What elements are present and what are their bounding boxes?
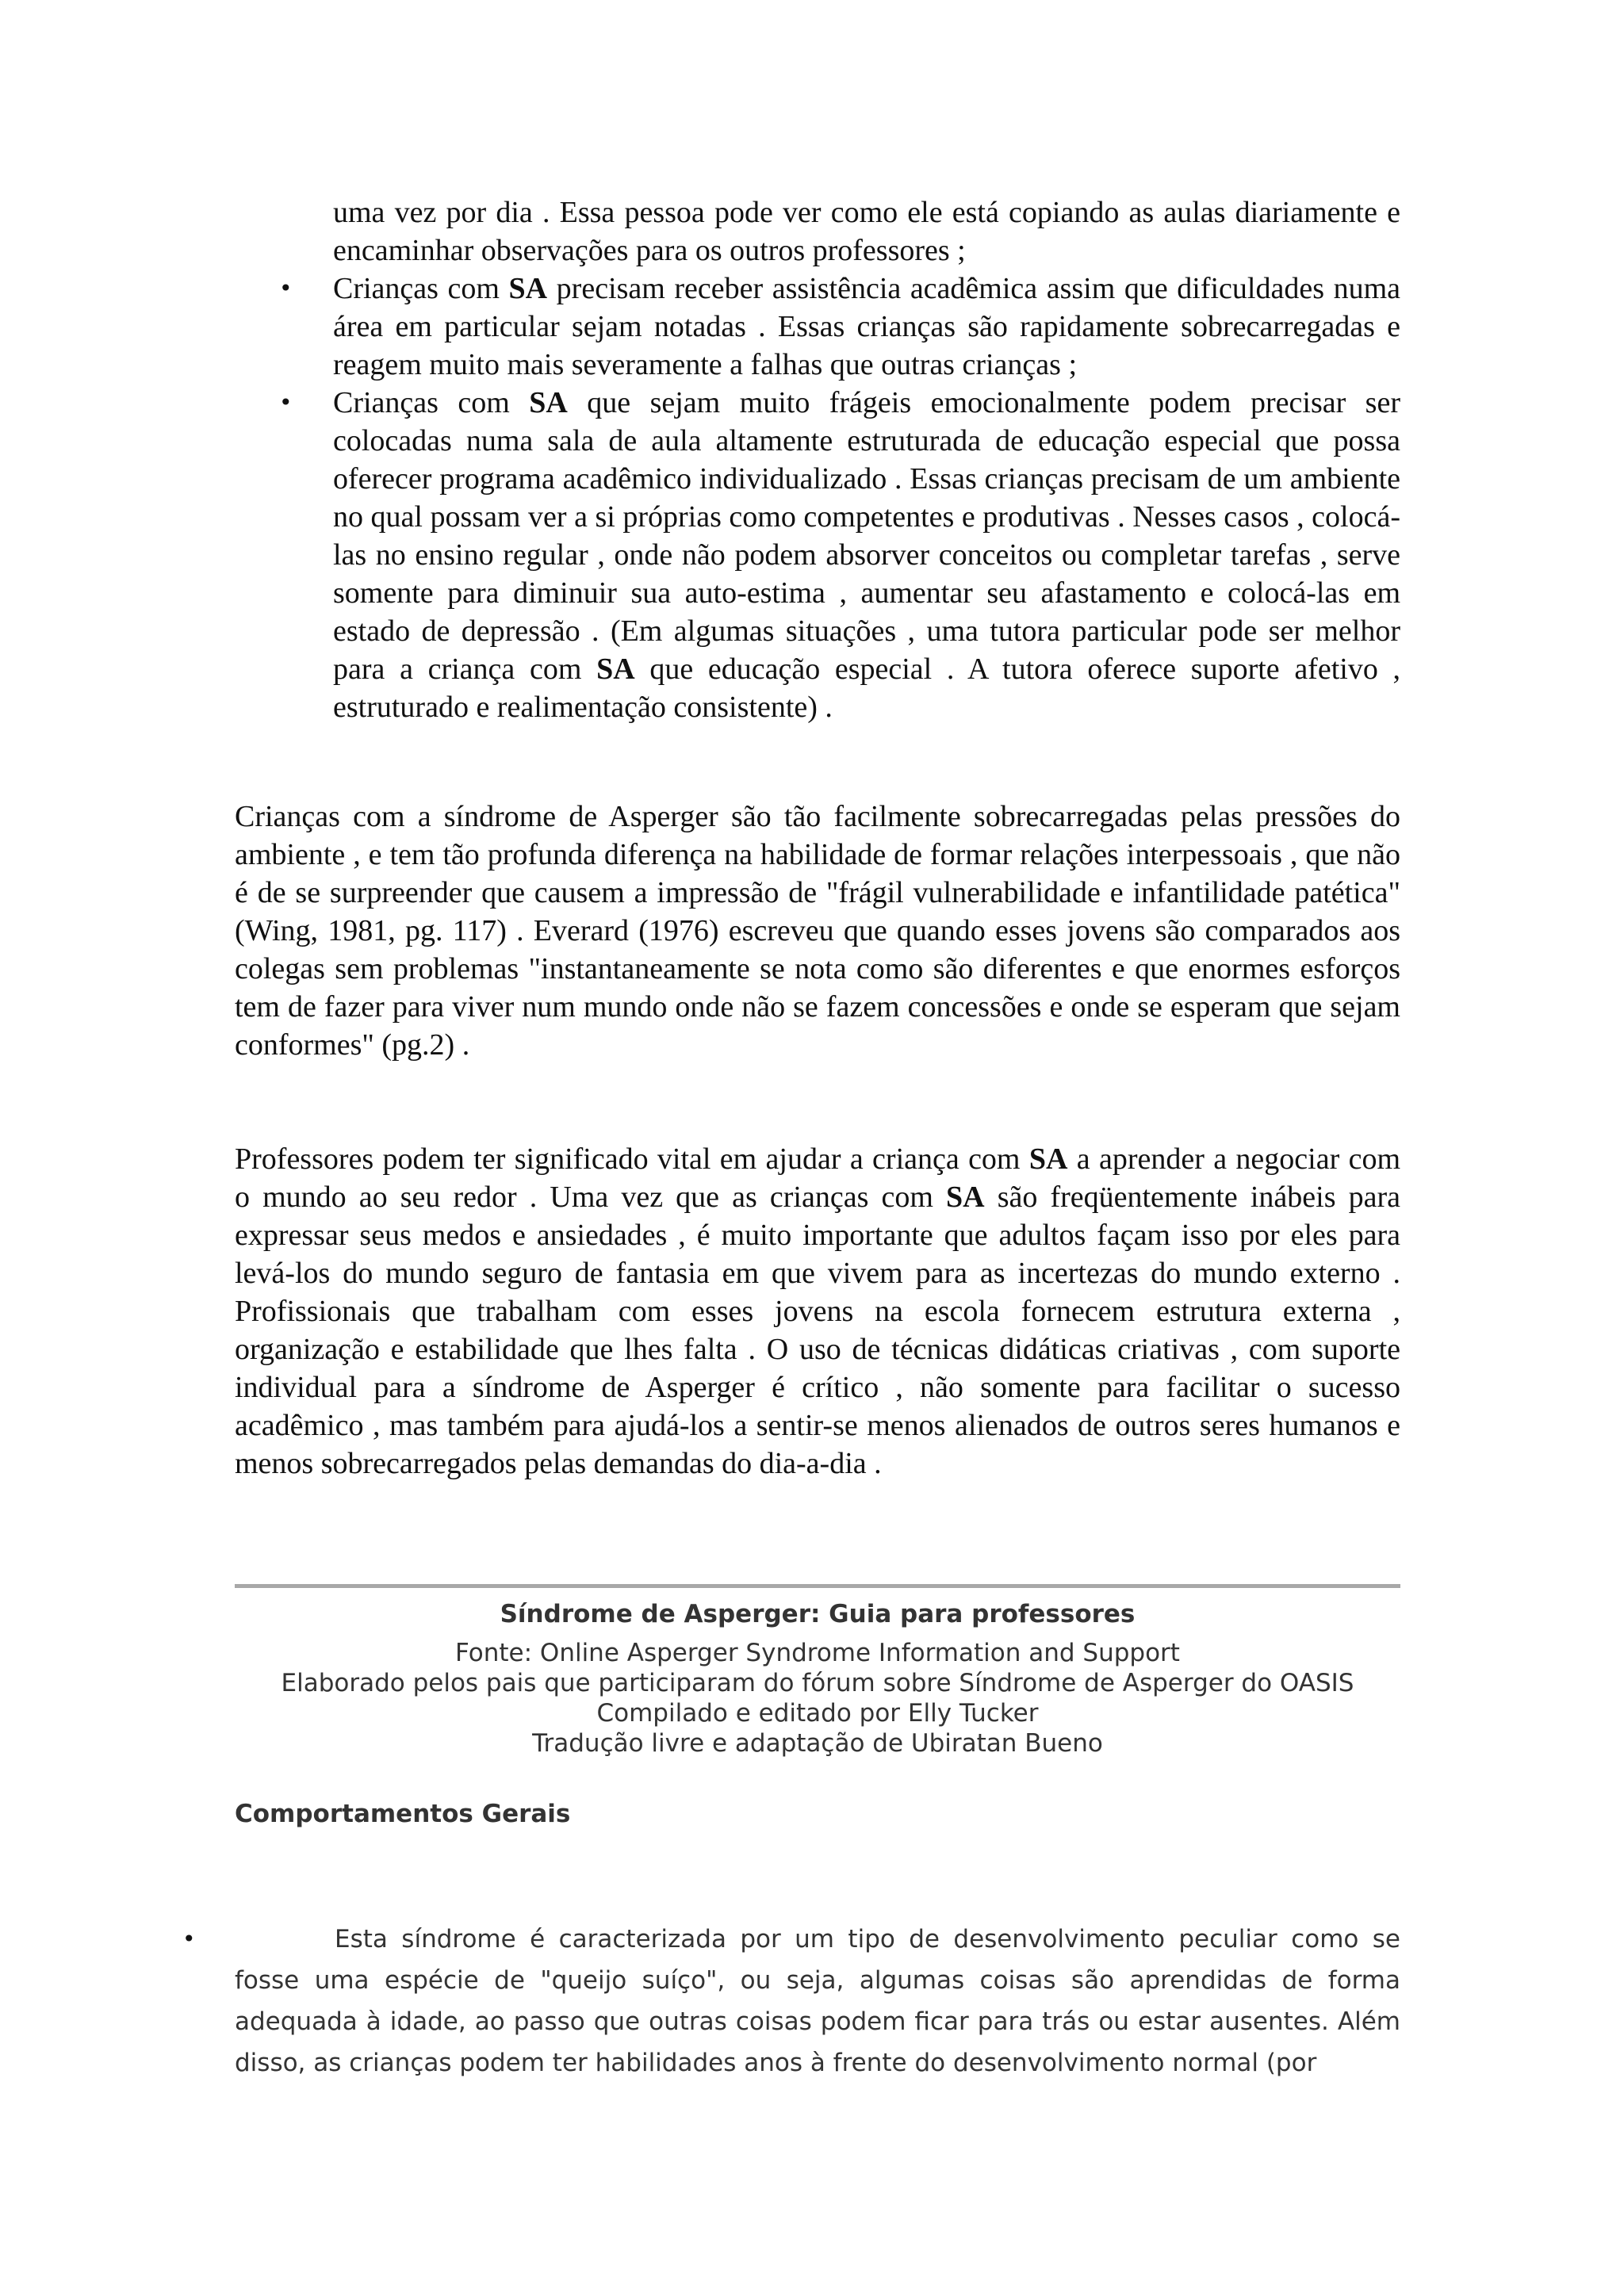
item-text: que educação especial . A tutora oferece suporte afetivo , estruturado e realimentação consistente) .	[333, 652, 1400, 724]
compiled-by-line: Compilado e editado por Elly Tucker	[596, 1699, 1039, 1728]
paragraph-text: são freqüentemente inábeis para expressar seus medos e ansiedades , é muito importante que adultos façam isso por eles para levá-los do mundo seguro de fantasia em que vivem para as incertezas do mundo externo . Profissionais que trabalham com esses jovens na escola fornecem estrutura externa , organização e estabilidade que lhes falta . O uso de técnicas didáticas criativas , com suporte individual para a síndrome de Asperger é crítico , não somente para facilitar o sucesso acadêmico , mas também para ajudá-los a sentir-se menos alienados de outros seres humanos e menos sobrecarregados pelas demandas do dia-a-dia .	[235, 1181, 1400, 1480]
list-item	[333, 384, 1400, 726]
bold-abbreviation: SA	[1028, 1142, 1068, 1176]
source-line: Fonte: Online Asperger Syndrome Information and Support	[455, 1639, 1180, 1667]
item-text: Crianças com	[333, 386, 530, 419]
bold-abbreviation: SA	[529, 386, 568, 419]
paragraph-text: Professores podem ter significado vital em ajudar a criança com	[235, 1142, 1029, 1176]
section-heading: Comportamentos Gerais	[235, 1800, 571, 1828]
list-item-continuation	[333, 193, 1400, 270]
guide-title: Síndrome de Asperger: Guia para professores	[500, 1600, 1136, 1628]
guide-credits	[235, 1638, 1400, 1758]
list-item	[333, 270, 1400, 384]
item-text: Crianças com	[333, 272, 509, 305]
bold-abbreviation: SA	[508, 272, 548, 305]
bold-abbreviation: SA	[946, 1181, 985, 1214]
item-text: que sejam muito frágeis emocionalmente podem precisar ser colocadas numa sala de aula altamente estruturada de educação especial que possa oferecer programa acadêmico individualizado . Essas crianças precisam de um ambiente no qual possam ver a si próprias como competentes e produtivas . Nesses casos , colocá-las no ensino regular , onde não podem absorver conceitos ou completar tarefas , serve somente para diminuir sua auto-estima , aumentar seu afastamento e colocá-las em estado de depressão . (Em algumas situações , uma tutora particular pode ser melhor para a criança com	[333, 386, 1400, 686]
continuation-text: uma vez por dia . Essa pessoa pode ver como ele está copiando as aulas diariamente e encaminhar observações para os outros professores ;	[333, 196, 1400, 267]
body-paragraph	[235, 1140, 1400, 1483]
bold-abbreviation: SA	[596, 652, 635, 686]
list-item	[182, 1919, 1400, 2084]
bullet-icon: •	[182, 1926, 196, 1952]
body-paragraph: Crianças com a síndrome de Asperger são tão facilmente sobrecarregadas pelas pressões do ambiente , e tem tão profunda diferença na habilidade de formar relações interpessoais , que não é de se surpreender que causem a impressão de "frágil vulnerabilidade e infantilidade patética" (Wing, 1981, pg. 117) . Everard (1976) escreveu que quando esses jovens são comparados aos colegas sem problemas "instantaneamente se nota como são diferentes e que enormes esforços tem de fazer para viver num mundo onde não se fazem concessões e onde se esperam que sejam conformes" (pg.2) .	[235, 800, 1400, 1062]
prepared-by-line: Elaborado pelos pais que participaram do fórum sobre Síndrome de Asperger do OASIS	[281, 1669, 1354, 1697]
item-text: precisam receber assistência acadêmica assim que dificuldades numa área em particular sejam notadas . Essas crianças são rapidamente sobrecarregadas e reagem muito mais severamente a falhas que outras crianças ;	[333, 272, 1400, 381]
horizontal-divider	[235, 1584, 1400, 1588]
translation-line: Tradução livre e adaptação de Ubiratan Bueno	[532, 1729, 1103, 1758]
list-item-text: Esta síndrome é caracterizada por um tipo de desenvolvimento peculiar como se fosse uma espécie de "queijo suíço", ou seja, algumas coisas são aprendidas de forma adequada à idade, ao passo que outras coisas podem ficar para trás ou estar ausentes. Além disso, as crianças podem ter habilidades anos à frente do desenvolvimento normal (por	[235, 1925, 1400, 2077]
paragraph-text: a aprender a negociar com o mundo ao seu redor . Uma vez que as crianças com	[235, 1142, 1401, 1214]
continued-bullet-list	[235, 193, 1400, 726]
